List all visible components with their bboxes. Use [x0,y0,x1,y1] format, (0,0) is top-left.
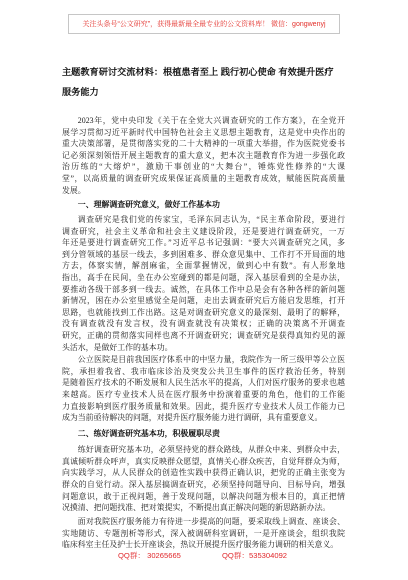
title-line: 服务能力 [62,87,99,97]
text-line: 向实践学习，从人民群众的创造性实践中获得正确认识，把党的正确主张变为 [62,468,345,478]
text-line: 来越高。医疗专业技术人员在医疗服务中扮演着重要的角色，他们的工作能 [62,389,345,399]
title-line: 主题教育研讨交流材料：根植患者至上 践行初心使命 有效提升医疗 [62,67,334,77]
text-line: 指出，高手在民间，坐在办公室碰到的都是问题，深入基层看到的全是办法， [62,272,345,282]
text-line: 实地随访、专题剖析等形式，深入被调研科室调研，一是开座谈会，组织我院 [62,528,345,538]
paragraph [62,444,345,514]
text-line: 堂”，以高质量的调查研究成果保证高质量的主题教育成效，赋能医院高质量 [62,173,345,183]
text-line: 到分管领域的基层一线去，多到困难多、群众意见集中、工作打不开局面的地 [62,249,345,259]
text-line: 思路，也就能找到工作出路。这是对调查研究意义的最深刻、最明了的解释， [62,307,345,317]
text-line: 头活水，是做好工作的基本功。 [62,342,173,352]
intro-paragraph [62,115,345,196]
text-line: 记必须深刻领悟开展主题教育的重大意义，把本次主题教育作为进一步强化政 [62,150,345,160]
text-line: 群众的自觉行动。深入基层搞调查研究，必须坚持问题导向、目标导向，增强 [62,479,345,489]
text-line: 面对我院医疗服务能力有待进一步提高的问题，要采取线上调查、座谈会、 [77,517,345,527]
text-line: 调查研究是我们党的传家宝，毛泽东同志认为，“民主革命阶段，要进行 [77,215,345,224]
text-line: 研究，正确的贯彻落实同样也离不开调查研究；调查研究是获得真知灼见的源 [62,330,345,340]
section-heading: 二、练好调查研究基本功，积极履职尽责 [77,429,220,439]
text-line: 况摸清、把问题找准、把对策提实，不断提出真正解决问题的新思路新办法。 [62,503,331,513]
text-line: 院，承担着我省、我市临床诊治及突发公共卫生事件的医疗救治任务，特别 [62,366,345,376]
text-line: 发展。 [62,185,86,195]
text-line: 没有调查就没有发言权，没有调查就没有决策权；正确的决策离不开调查 [62,319,345,329]
text-line: 真诚倾听群众呼声，真实反映群众愿望，真情关心群众疾苦，自觉拜群众为师， [62,456,345,466]
paragraph [62,354,345,424]
text-line: 是随着医疗技术的不断发展和人民生活水平的提高，人们对医疗服务的要求也越 [62,378,345,388]
text-line: 公立医院是目前我国医疗体系中的中坚力量，我院作为一所三级甲等公立医 [77,355,345,365]
text-line: 展学习贯彻习近平新时代中国特色社会主义思想主题教育，这是党中央作出的 [62,127,345,137]
text-line: 要推动各级干部多到一线去。诚然，在具体工作中总是会有各种各样的新问题 [62,284,345,294]
text-line: 练好调查研究基本功，必须坚持党的群众路线，从群众中来、到群众中去， [77,445,345,455]
text-line: 年还是要进行调查研究工作。”习近平总书记强调：“要大兴调查研究之风，多 [62,238,345,248]
text-line: 成为当前亟待解决的问题，对提升医疗服务能力进行调研，具有重要意义。 [62,413,323,423]
text-line: 力直接影响到医疗服务质量和效果。因此，提升医疗专业技术人员工作能力已 [62,401,345,411]
promo-banner [68,14,340,34]
text-line: 问题意识，敢于正视问题，善于发现问题，以解决问题为根本目的，真正把情 [62,491,345,501]
paragraph [62,516,345,551]
footer-qq-group-2: QQ群：535304092 [222,551,288,560]
text-line: 新情况，困在办公室里感觉全是问题，走出去调查研究后方能启发思维，打开 [62,296,345,306]
text-line: 调查研究，社会主义革命和社会主义建设阶段，还是要进行调查研究，一万 [62,226,345,236]
text-line: 治历练的“大熔炉”，激励干事创业的“大舞台”，锤炼党性修养的“大课 [62,162,345,172]
text-line: 重大决策部署，是贯彻落实党的二十大精神的一项重大举措，作为医院党委书 [62,139,345,149]
section-heading: 一、理解调查研究意义，做好工作基本功 [77,200,220,209]
text-line: 2023年，党中央印发《关于在全党大兴调查研究的工作方案》，在全党开 [77,116,345,125]
paragraph [62,214,345,353]
document-title [62,62,345,102]
footer-qq-group-1: QQ群： 30265665 [118,551,181,560]
promo-banner-text: 关注头条号“公文研究”，获得最新最全最专业的公文资料库！ 微信：gongwenyj [82,21,326,28]
text-line: 临床科室主任及护士长开座谈会，热议开展提升医疗服务能力调研的相关意义。 [62,540,339,550]
text-line: 方去，体察实情，解剖麻雀，全面掌握情况，做到心中有数”。有人形象地 [62,261,345,271]
